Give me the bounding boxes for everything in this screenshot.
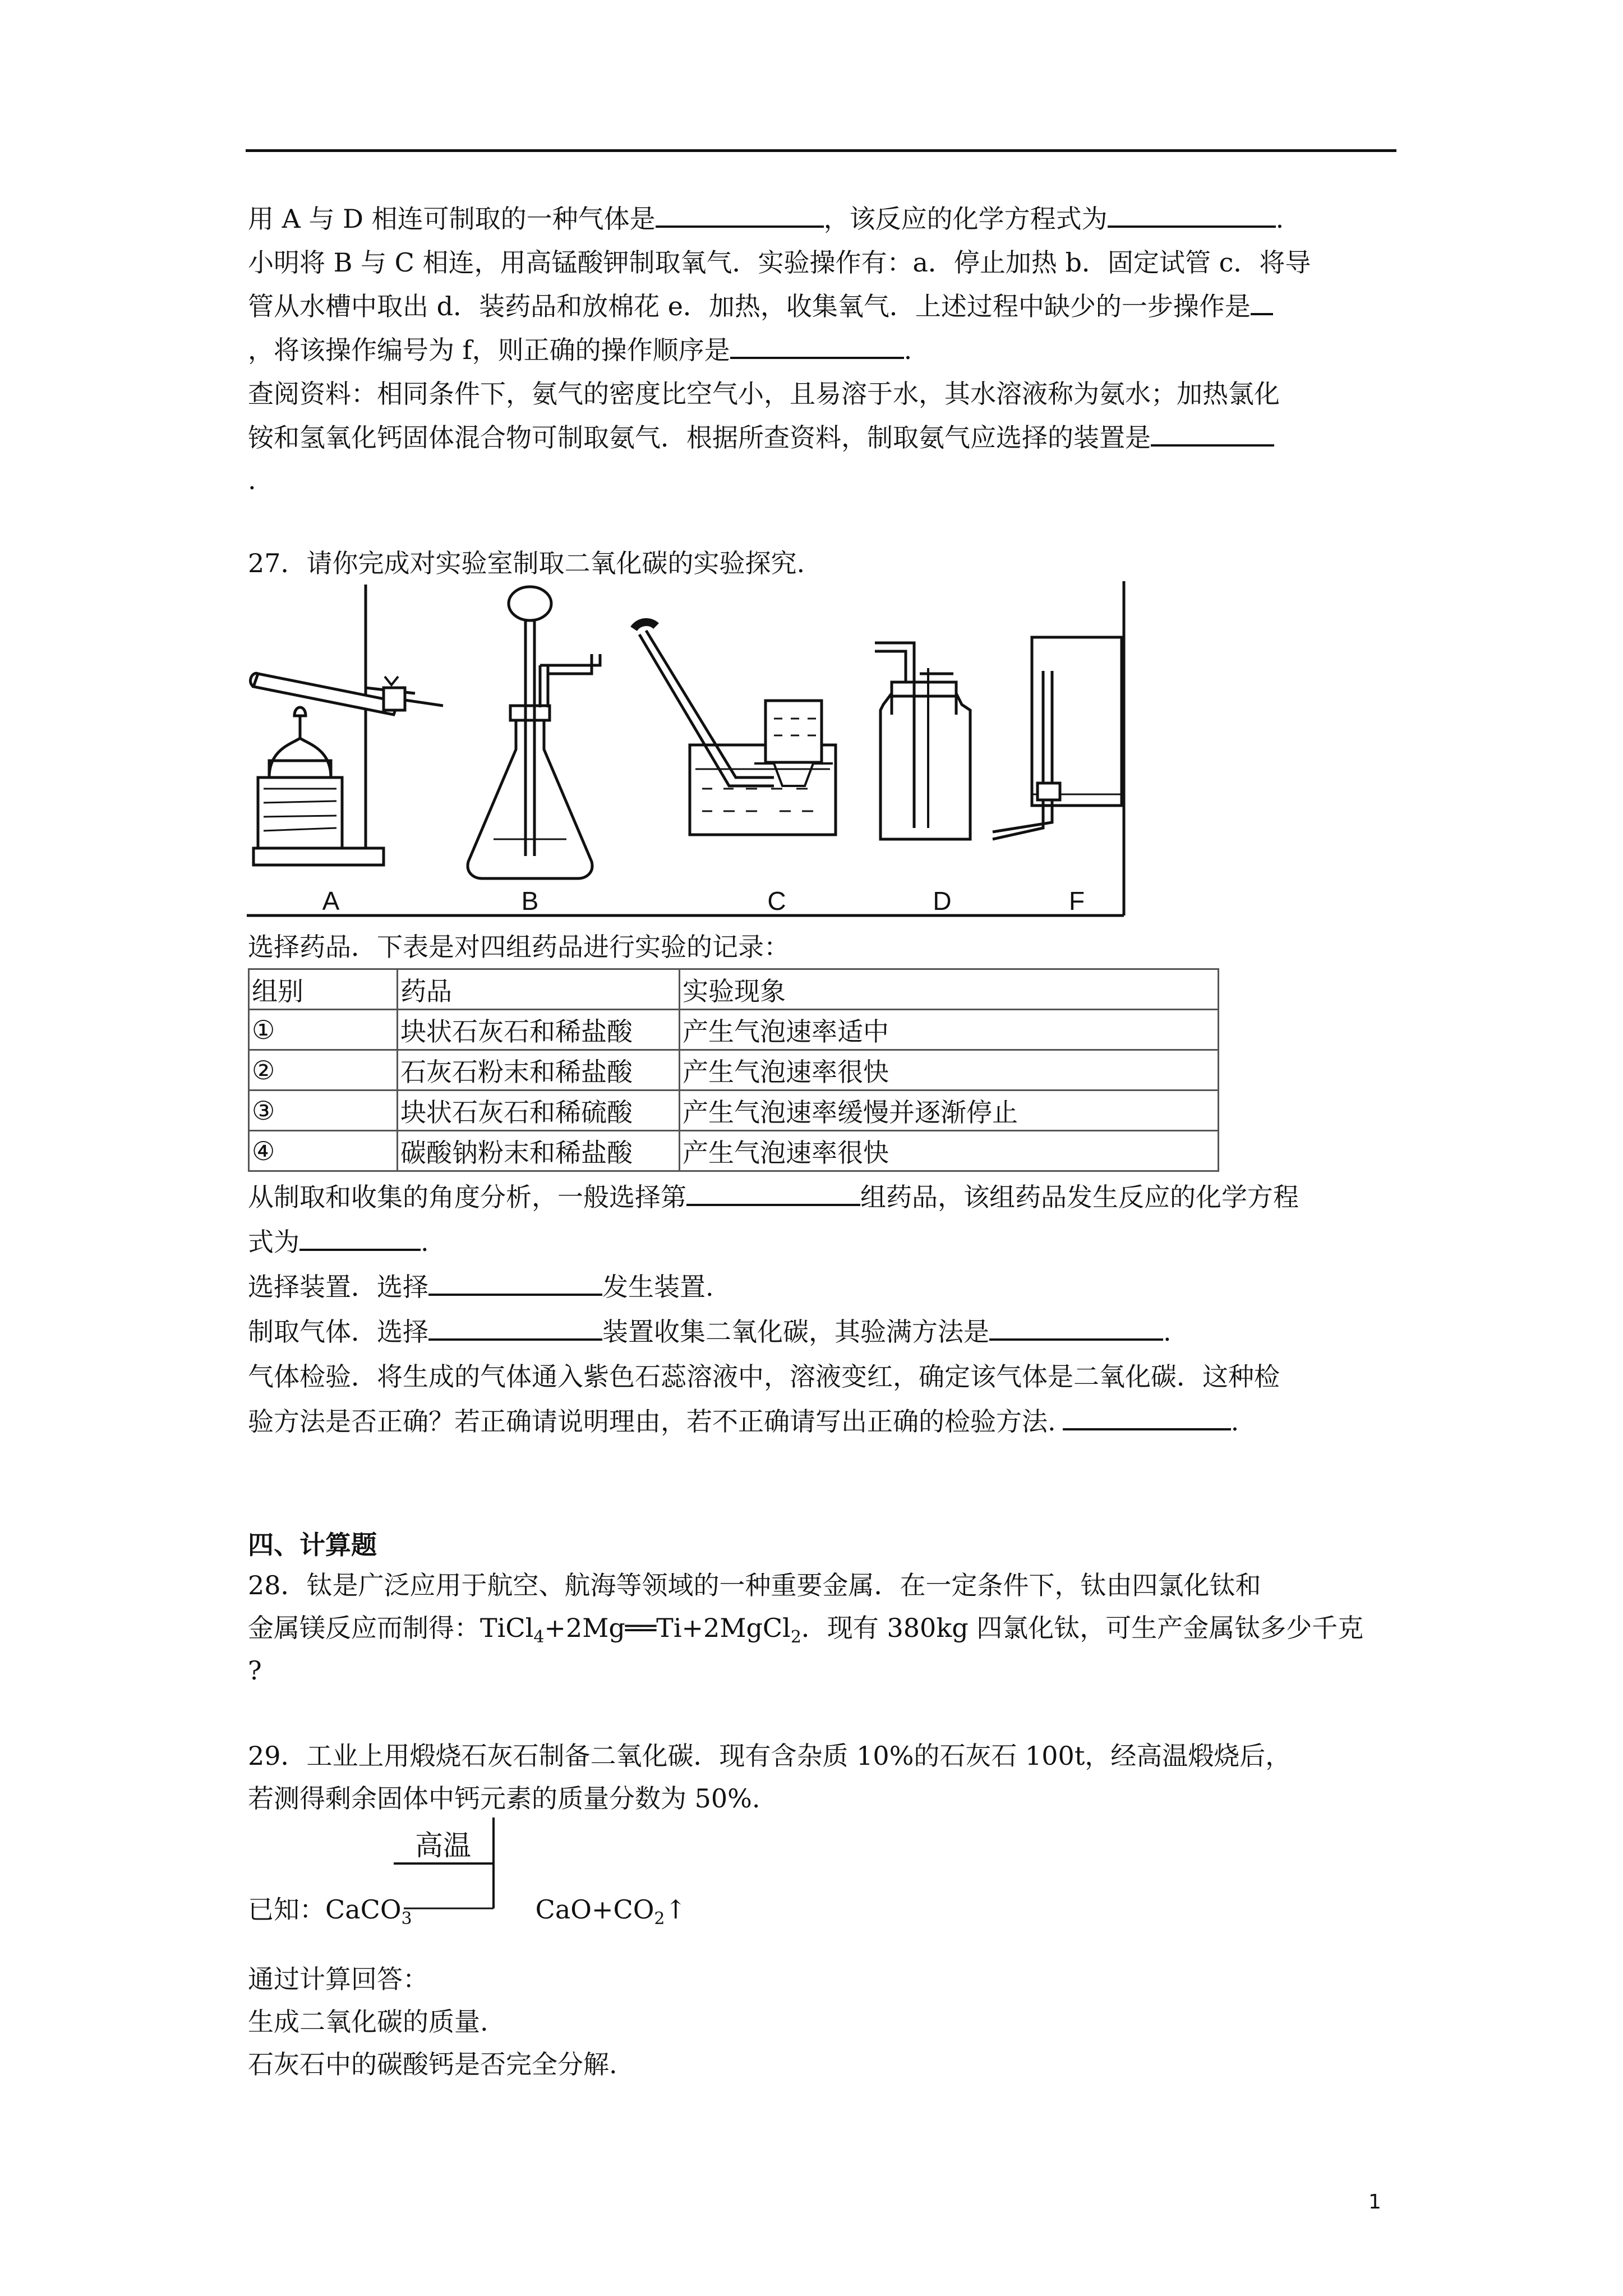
q29-line2: 若测得剩余固体中钙元素的质量分数为 50%. <box>248 1783 760 1814</box>
page-number: 1 <box>1368 2191 1381 2214</box>
blank[interactable] <box>1251 291 1273 315</box>
blank[interactable] <box>989 1316 1163 1341</box>
table-header-row <box>249 969 1219 1010</box>
table-cell: 产生气泡速率很快 <box>680 1131 1219 1171</box>
blank[interactable] <box>656 203 824 228</box>
table-cell: ④ <box>249 1131 398 1171</box>
q26-line2: 小明将 B 与 C 相连，用高锰酸钾制取氧气．实验操作有：a．停止加热 b．固定试管 c．将导 <box>248 247 1311 278</box>
q26-line7: . <box>248 465 256 495</box>
table-cell: 产生气泡速率很快 <box>680 1050 1219 1091</box>
apparatus-figure <box>247 581 1133 918</box>
table-cell: 产生气泡速率适中 <box>680 1010 1219 1050</box>
q29-line5: 生成二氧化碳的质量. <box>248 2007 488 2037</box>
q27-answer2: 式为 . <box>248 1227 429 1257</box>
q27-answer4: 制取气体．选择 装置收集二氧化碳，其验满方法是 . <box>248 1317 1172 1347</box>
blank[interactable] <box>1063 1406 1231 1430</box>
blank[interactable] <box>299 1226 421 1251</box>
table-cell: ③ <box>249 1091 398 1131</box>
table-row <box>249 1010 1219 1050</box>
q27-answer5: 气体检验．将生成的气体通入紫色石蕊溶液中，溶液变红，确定该气体是二氧化碳．这种检 <box>248 1361 1280 1392</box>
table-row <box>249 1050 1219 1091</box>
q27-answer1: 从制取和收集的角度分析，一般选择第 组药品，该组药品发生反应的化学方程 <box>248 1182 1299 1212</box>
blank[interactable] <box>1151 422 1274 447</box>
experiment-record-table <box>248 968 1219 1172</box>
q26-line5: 查阅资料：相同条件下，氨气的密度比空气小，且易溶于水，其水溶液称为氨水；加热氯化 <box>248 379 1280 409</box>
q29-line6: 石灰石中的碳酸钙是否完全分解. <box>248 2049 617 2079</box>
apparatus-d <box>875 643 970 839</box>
table-cell: ① <box>249 1010 398 1050</box>
q26-line6: 铵和氢氧化钙固体混合物可制取氨气．根据所查资料，制取氨气应选择的装置是 <box>248 416 1274 459</box>
header-rule <box>246 149 1396 152</box>
table-cell: 块状石灰石和稀硫酸 <box>398 1091 680 1131</box>
apparatus-c <box>634 622 836 835</box>
q27-answer6: 验方法是否正确？若正确请说明理由，若不正确请写出正确的检验方法. . <box>248 1406 1239 1437</box>
blank[interactable] <box>428 1316 602 1341</box>
reaction-condition: 高温 <box>415 1829 471 1862</box>
apparatus-b <box>468 587 600 878</box>
q29-line1: 29．工业上用煅烧石灰石制备二氧化碳．现有含杂质 10%的石灰石 100t，经高温煅烧后， <box>248 1741 1292 1771</box>
header-phenomena: 实验现象 <box>680 969 1219 1010</box>
table-row <box>249 1131 1219 1171</box>
label-a: A <box>322 886 340 915</box>
table-cell: 块状石灰石和稀盐酸 <box>398 1010 680 1050</box>
q29-equation: 已知：CaCO$_3$ $CaO+CO_2↑$ <box>248 1894 687 1929</box>
label-d: D <box>933 886 952 915</box>
label-f: F <box>1068 886 1085 915</box>
table-cell: 碳酸钠粉末和稀盐酸 <box>398 1131 680 1171</box>
q27-title: 27．请你完成对实验室制取二氧化碳的实验探究. <box>248 548 805 578</box>
blank[interactable] <box>686 1181 860 1206</box>
q28-line2: 金属镁反应而制得：TiCl$_4$+2Mg══Ti+2MgCl$_2$．现有 380kg 四氯化钛，可生产金属钛多少千克 <box>248 1613 1364 1648</box>
section-heading: 四、计算题 <box>248 1530 377 1560</box>
table-cell: 产生气泡速率缓慢并逐渐停止 <box>680 1091 1219 1131</box>
q26-line1: 用 A 与 D 相连可制取的一种气体是 ，该反应的化学方程式为 . <box>248 204 1284 234</box>
blank[interactable] <box>1108 203 1276 228</box>
q27-answer3: 选择装置．选择 发生装置. <box>248 1272 714 1302</box>
q28-line1: 28．钛是广泛应用于航空、航海等领域的一种重要金属．在一定条件下，钛由四氯化钛和 <box>248 1570 1261 1600</box>
table-cell: ② <box>249 1050 398 1091</box>
table-cell: 石灰石粉末和稀盐酸 <box>398 1050 680 1091</box>
apparatus-f <box>993 637 1122 839</box>
label-b: B <box>521 886 539 915</box>
header-group: 组别 <box>249 969 398 1010</box>
label-c: C <box>767 886 786 915</box>
q26-line3: 管从水槽中取出 d．装药品和放棉花 e．加热，收集氧气．上述过程中缺少的一步操作是 <box>248 285 1273 328</box>
q29-line4: 通过计算回答： <box>248 1964 428 1994</box>
apparatus-a <box>251 585 443 865</box>
header-reagents: 药品 <box>398 969 680 1010</box>
blank[interactable] <box>730 334 904 359</box>
q27-table-intro: 选择药品．下表是对四组药品进行实验的记录： <box>248 932 790 962</box>
table-row <box>249 1091 1219 1131</box>
q28-line3: ? <box>248 1655 262 1686</box>
blank[interactable] <box>428 1271 602 1296</box>
q26-line4: ，将该操作编号为 f，则正确的操作顺序是 . <box>248 335 912 365</box>
